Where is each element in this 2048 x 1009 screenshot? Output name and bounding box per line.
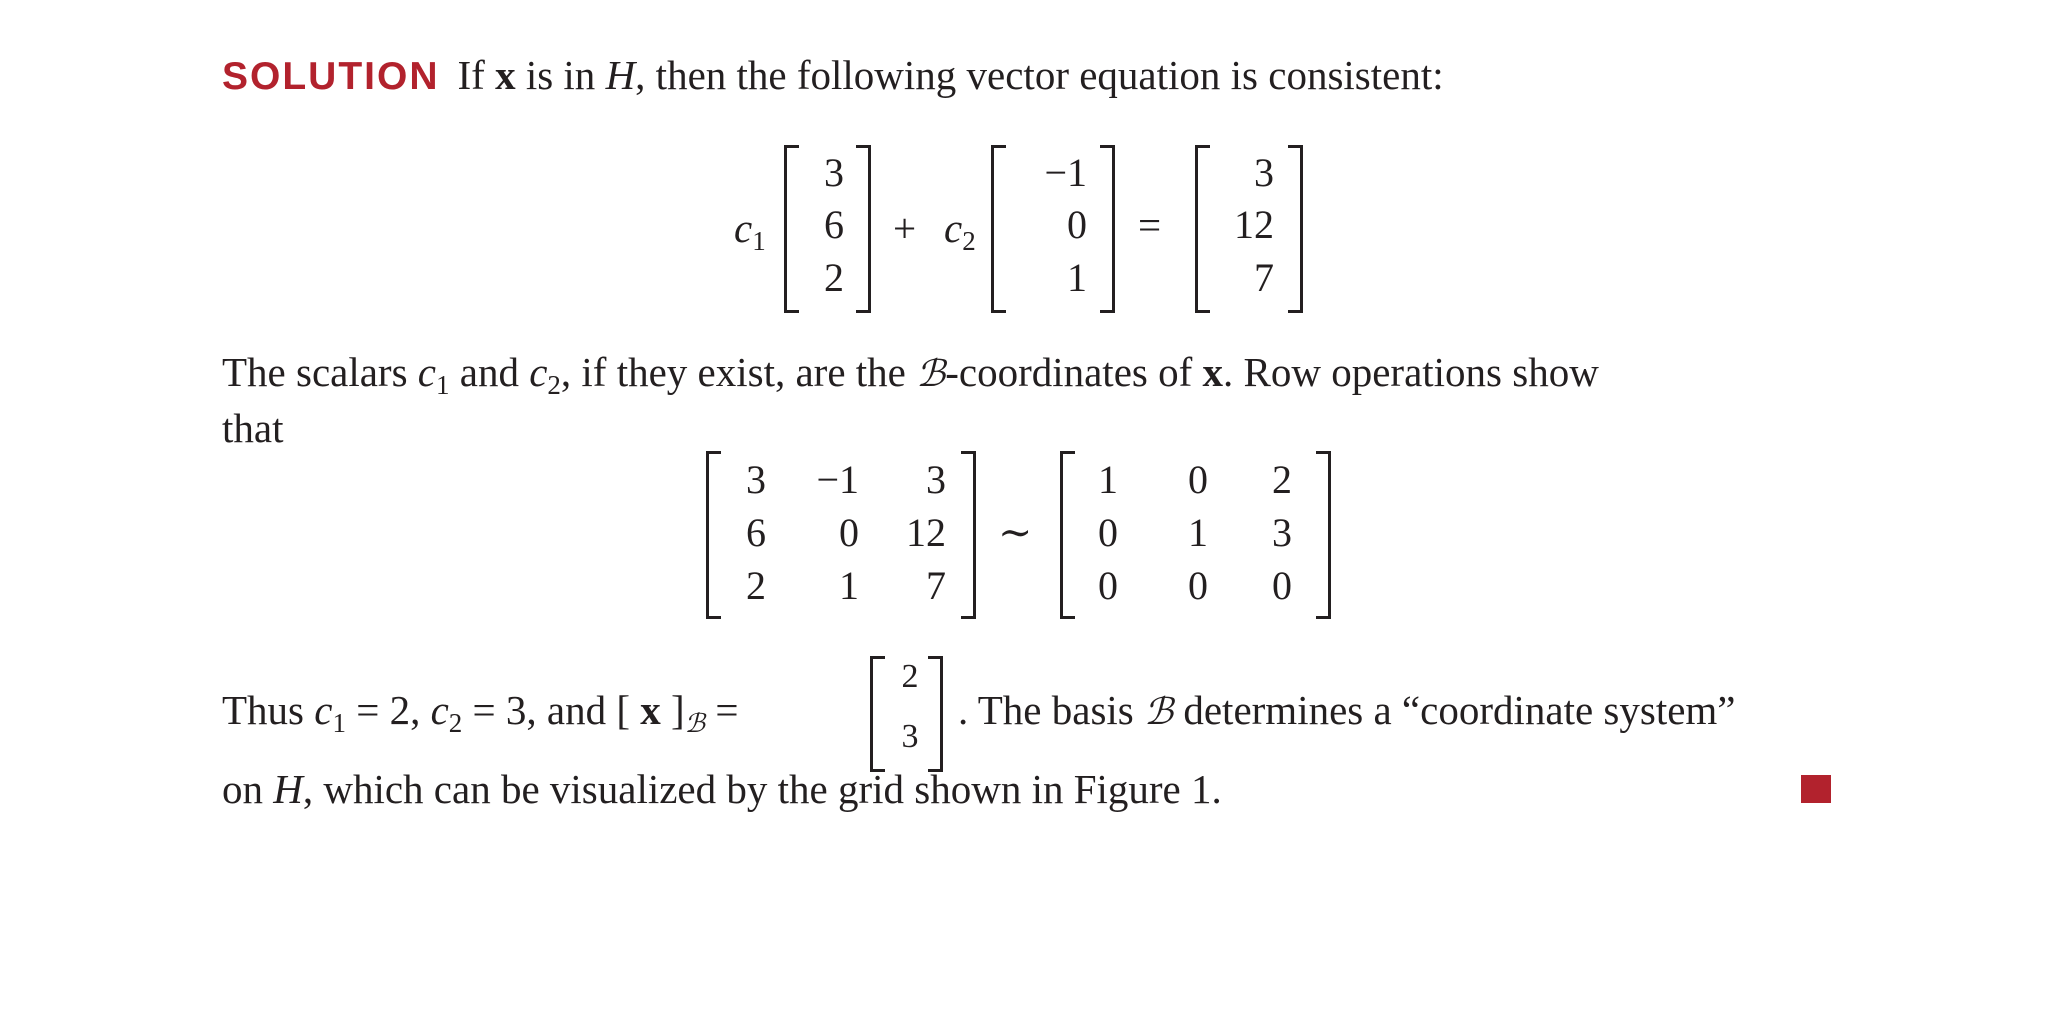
matrix-cell: 2 — [746, 563, 766, 608]
matrix-cell: 12 — [1234, 202, 1274, 247]
solution-heading: SOLUTION — [222, 55, 440, 98]
vector-x: x — [495, 52, 516, 98]
basis-explanation-line — [958, 687, 1736, 733]
text-fragment: The scalars — [222, 349, 418, 395]
matrix-cell: 0 — [1067, 202, 1087, 247]
right-bracket — [1288, 145, 1303, 313]
matrix-cell: 0 — [1098, 563, 1118, 608]
vector-x: x — [640, 687, 661, 733]
matrix-cell: −1 — [816, 457, 859, 502]
matrix-cell: 6 — [824, 202, 844, 247]
matrix-cell: 1 — [839, 563, 859, 608]
right-bracket — [856, 145, 871, 313]
matrix-cell: 0 — [1272, 563, 1292, 608]
text-fragment: and — [449, 349, 530, 395]
scalar-c1: c — [417, 349, 436, 395]
subspace-h: H — [605, 52, 636, 98]
text-fragment: ] — [660, 687, 685, 733]
matrix-cell: 0 — [1098, 510, 1118, 555]
coefficient-c1: $c_1$ — [734, 205, 766, 256]
coefficient-c2: $c_2$ — [944, 205, 976, 256]
matrix-cell: 1 — [1067, 255, 1087, 300]
row-equivalent-symbol: ∼ — [998, 509, 1033, 555]
matrix-cell: 0 — [1188, 563, 1208, 608]
solution-intro-line — [222, 52, 1444, 98]
scalars-explanation-line — [222, 349, 1599, 400]
text-fragment: , if they exist, are the — [560, 349, 917, 395]
matrix-cell: 0 — [839, 510, 859, 555]
matrix-cell: 2 — [1272, 457, 1292, 502]
matrix-cell: 7 — [926, 563, 946, 608]
text-fragment: . The basis — [958, 687, 1145, 733]
left-bracket — [1195, 145, 1210, 313]
left-bracket — [870, 656, 885, 772]
matrix-cell: 3 — [824, 150, 844, 195]
scalar-c1: c — [314, 687, 333, 733]
text-fragment: , which can be visualized by the grid shown in Figure 1. — [302, 766, 1222, 812]
matrix-cell: 6 — [746, 510, 766, 555]
right-bracket — [961, 451, 976, 619]
text-fragment: If — [457, 52, 496, 98]
matrix-cell: 2 — [901, 658, 919, 695]
figure-reference-line — [222, 766, 1222, 812]
matrix-cell: 1 — [1188, 510, 1208, 555]
matrix-cell: 3 — [901, 718, 919, 755]
matrix-cell: −1 — [1044, 150, 1087, 195]
text-fragment: , then the following vector equation is consistent: — [635, 52, 1444, 98]
equals-sign: = — [705, 687, 739, 733]
text-fragment: Thus — [222, 687, 315, 733]
right-bracket — [1316, 451, 1331, 619]
matrix-cell: 12 — [906, 510, 946, 555]
subscript: 2 — [448, 708, 463, 738]
plus-sign: + — [893, 205, 917, 251]
text-fragment: = 2, — [345, 687, 431, 733]
left-bracket — [991, 145, 1006, 313]
scalar-c2: c — [529, 349, 548, 395]
subspace-h: H — [273, 766, 303, 812]
matrix-cell: 3 — [1254, 150, 1274, 195]
matrix-cell: 0 — [1188, 457, 1208, 502]
matrix-cell: 2 — [824, 255, 844, 300]
text-fragment: on — [222, 766, 274, 812]
basis-b: ℬ — [1144, 690, 1174, 733]
scalar-c2: c — [430, 687, 449, 733]
subscript: 2 — [547, 370, 561, 400]
subscript: 1 — [436, 370, 450, 400]
vector-x: x — [1202, 349, 1224, 395]
result-line — [222, 687, 739, 739]
text-line: that — [222, 405, 284, 451]
matrix-cell: 3 — [1272, 510, 1292, 555]
text-fragment: is in — [515, 52, 606, 98]
matrix-cell: 1 — [1098, 457, 1118, 502]
right-bracket — [1100, 145, 1115, 313]
matrix-cell: 3 — [926, 457, 946, 502]
basis-b: ℬ — [916, 352, 946, 395]
text-fragment: determines a “coordinate system” — [1173, 687, 1736, 733]
end-of-solution-marker — [1801, 775, 1831, 803]
basis-subscript: ℬ — [684, 709, 706, 739]
text-fragment: -coordinates of — [945, 349, 1203, 395]
right-bracket — [928, 656, 943, 772]
subscript: 1 — [332, 708, 346, 738]
matrix-cell: 3 — [746, 457, 766, 502]
matrix-cell: 7 — [1254, 255, 1274, 300]
text-fragment: = 3, and [ — [462, 687, 641, 733]
equals-sign: = — [1138, 202, 1162, 248]
text-fragment: . Row operations show — [1223, 349, 1599, 395]
